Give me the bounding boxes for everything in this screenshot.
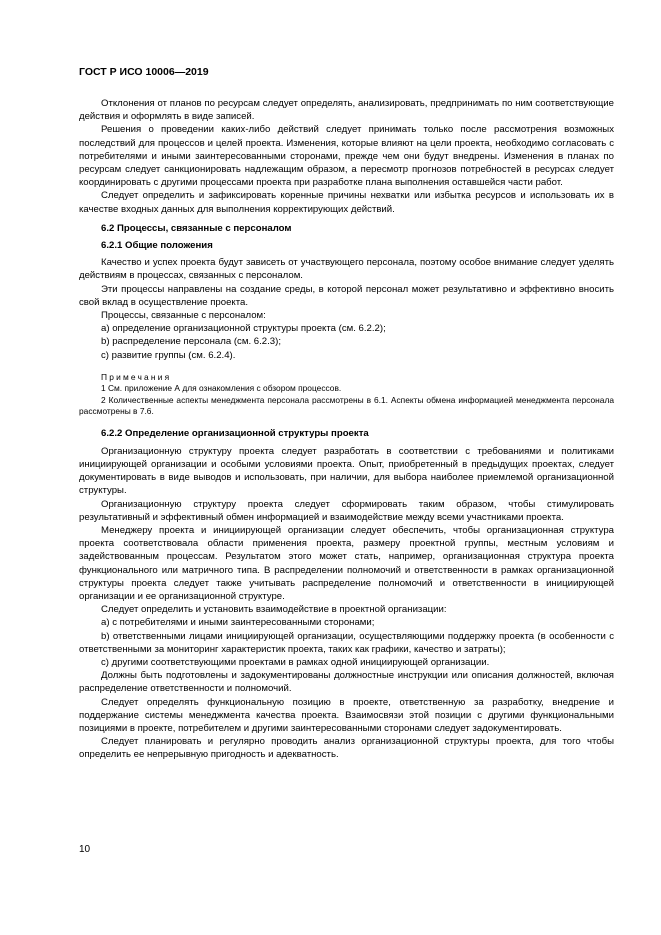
section-heading-6-2-2: 6.2.2 Определение организационной структуры проекта <box>101 428 369 440</box>
list-item: a) с потребителями и иными заинтересованными сторонами; <box>101 617 375 629</box>
paragraph: Следует определить и установить взаимодействие в проектной организации: <box>101 604 447 616</box>
paragraph: Следует определять функциональную позицию в проекте, ответственную за разработку, внедрение и поддержание системы менеджмента качества проекта. Взаимосвязи этой позиции с другими функциональными позициями в проекте, потребителем и другими заинтересованными сторонами следует задокументировать. <box>79 696 614 734</box>
list-item: b) распределение персонала (см. 6.2.3); <box>101 336 281 348</box>
paragraph: Решения о проведении каких-либо действий следует принимать только после рассмотрения возможных последствий для процессов и целей проекта. Изменения, которые влияют на цели проекта, необходимо согласовать с потребителями и иными заинтересованными сторонами, прежде чем они будут внедрены. Изменения в планах по ресурсам следует санкционировать надлежащим образом, а пересмотр прогнозов потребностей в ресурсах следует координировать с другими процессами проекта при разработке плана выполнения оставшейся части работ. <box>79 124 614 189</box>
paragraph: Следует определить и зафиксировать коренные причины нехватки или избытка ресурсов и использовать их в качестве входных данных для выполнения корректирующих действий. <box>79 190 614 215</box>
list-item: b) ответственными лицами инициирующей организации, осуществляющими поддержку проекта (в особенности с ответственными за мониторинг характеристик проекта, таких как графики, качество и затраты); <box>79 630 614 655</box>
paragraph: Процессы, связанные с персоналом: <box>101 310 266 322</box>
notes-block <box>79 372 614 418</box>
list-item: c) другими соответствующими проектами в рамках одной инициирующей организации. <box>101 656 490 668</box>
paragraph: Организационную структуру проекта следует сформировать таким образом, чтобы стимулировать результативный и эффективный обмен информацией и взаимодействие между всеми участниками проекта. <box>79 498 614 523</box>
paragraph: Должны быть подготовлены и задокументированы должностные инструкции или описания должностей, включая распределение ответственности и полномочий. <box>79 670 614 695</box>
paragraph: Следует планировать и регулярно проводить анализ организационной структуры проекта, для того чтобы определить ее непрерывную пригодность и адекватность. <box>79 736 614 761</box>
list-item: c) развитие группы (см. 6.2.4). <box>101 349 236 361</box>
notes-title: Примечания <box>101 371 172 382</box>
section-heading-6-2-1: 6.2.1 Общие положения <box>101 240 213 252</box>
page-content <box>79 97 614 762</box>
note: 1 См. приложение А для ознакомления с обзором процессов. <box>101 383 342 394</box>
paragraph: Эти процессы направлены на создание среды, в которой персонал может результативно и эффективно вносить свой вклад в осуществление проекта. <box>79 283 614 308</box>
paragraph: Отклонения от планов по ресурсам следует определять, анализировать, предпринимать по ним соответствующие действия и оформлять в виде записей. <box>79 98 614 123</box>
paragraph: Менеджеру проекта и инициирующей организации следует обеспечить, чтобы организационная структура проекта соответствовала области применения проекта, размеру проектной группы, местным условиям и задействованным процессам. Результатом этого может стать, например, организационная структура проекта функционального или матричного типа. В распределении полномочий и ответственности в рамках организационной структуры проекта следует также учитывать распределение полномочий и ответственности в инициирующей организации и ее организационной структуре. <box>79 524 614 602</box>
note: 2 Количественные аспекты менеджмента персонала рассмотрены в 6.1. Аспекты обмена информацией менеджмента персонала рассмотрены в 7.6. <box>79 394 614 417</box>
document-header: ГОСТ Р ИСО 10006—2019 <box>79 66 209 78</box>
section-heading-6-2: 6.2 Процессы, связанные с персоналом <box>101 222 292 234</box>
paragraph: Организационную структуру проекта следует разработать в соответствии с требованиями и политиками инициирующей организации и особыми условиями проекта. Опыт, приобретенный в предыдущих проектах, следует документировать в виде выводов и использовать, при наличии, для выбора наиболее приемлемой организационной структуры. <box>79 445 614 497</box>
paragraph: Качество и успех проекта будут зависеть от участвующего персонала, поэтому особое внимание следует уделять действиям в процессах, связанных с персоналом. <box>79 257 614 282</box>
list-item: a) определение организационной структуры проекта (см. 6.2.2); <box>101 323 386 335</box>
page-number: 10 <box>79 844 91 855</box>
